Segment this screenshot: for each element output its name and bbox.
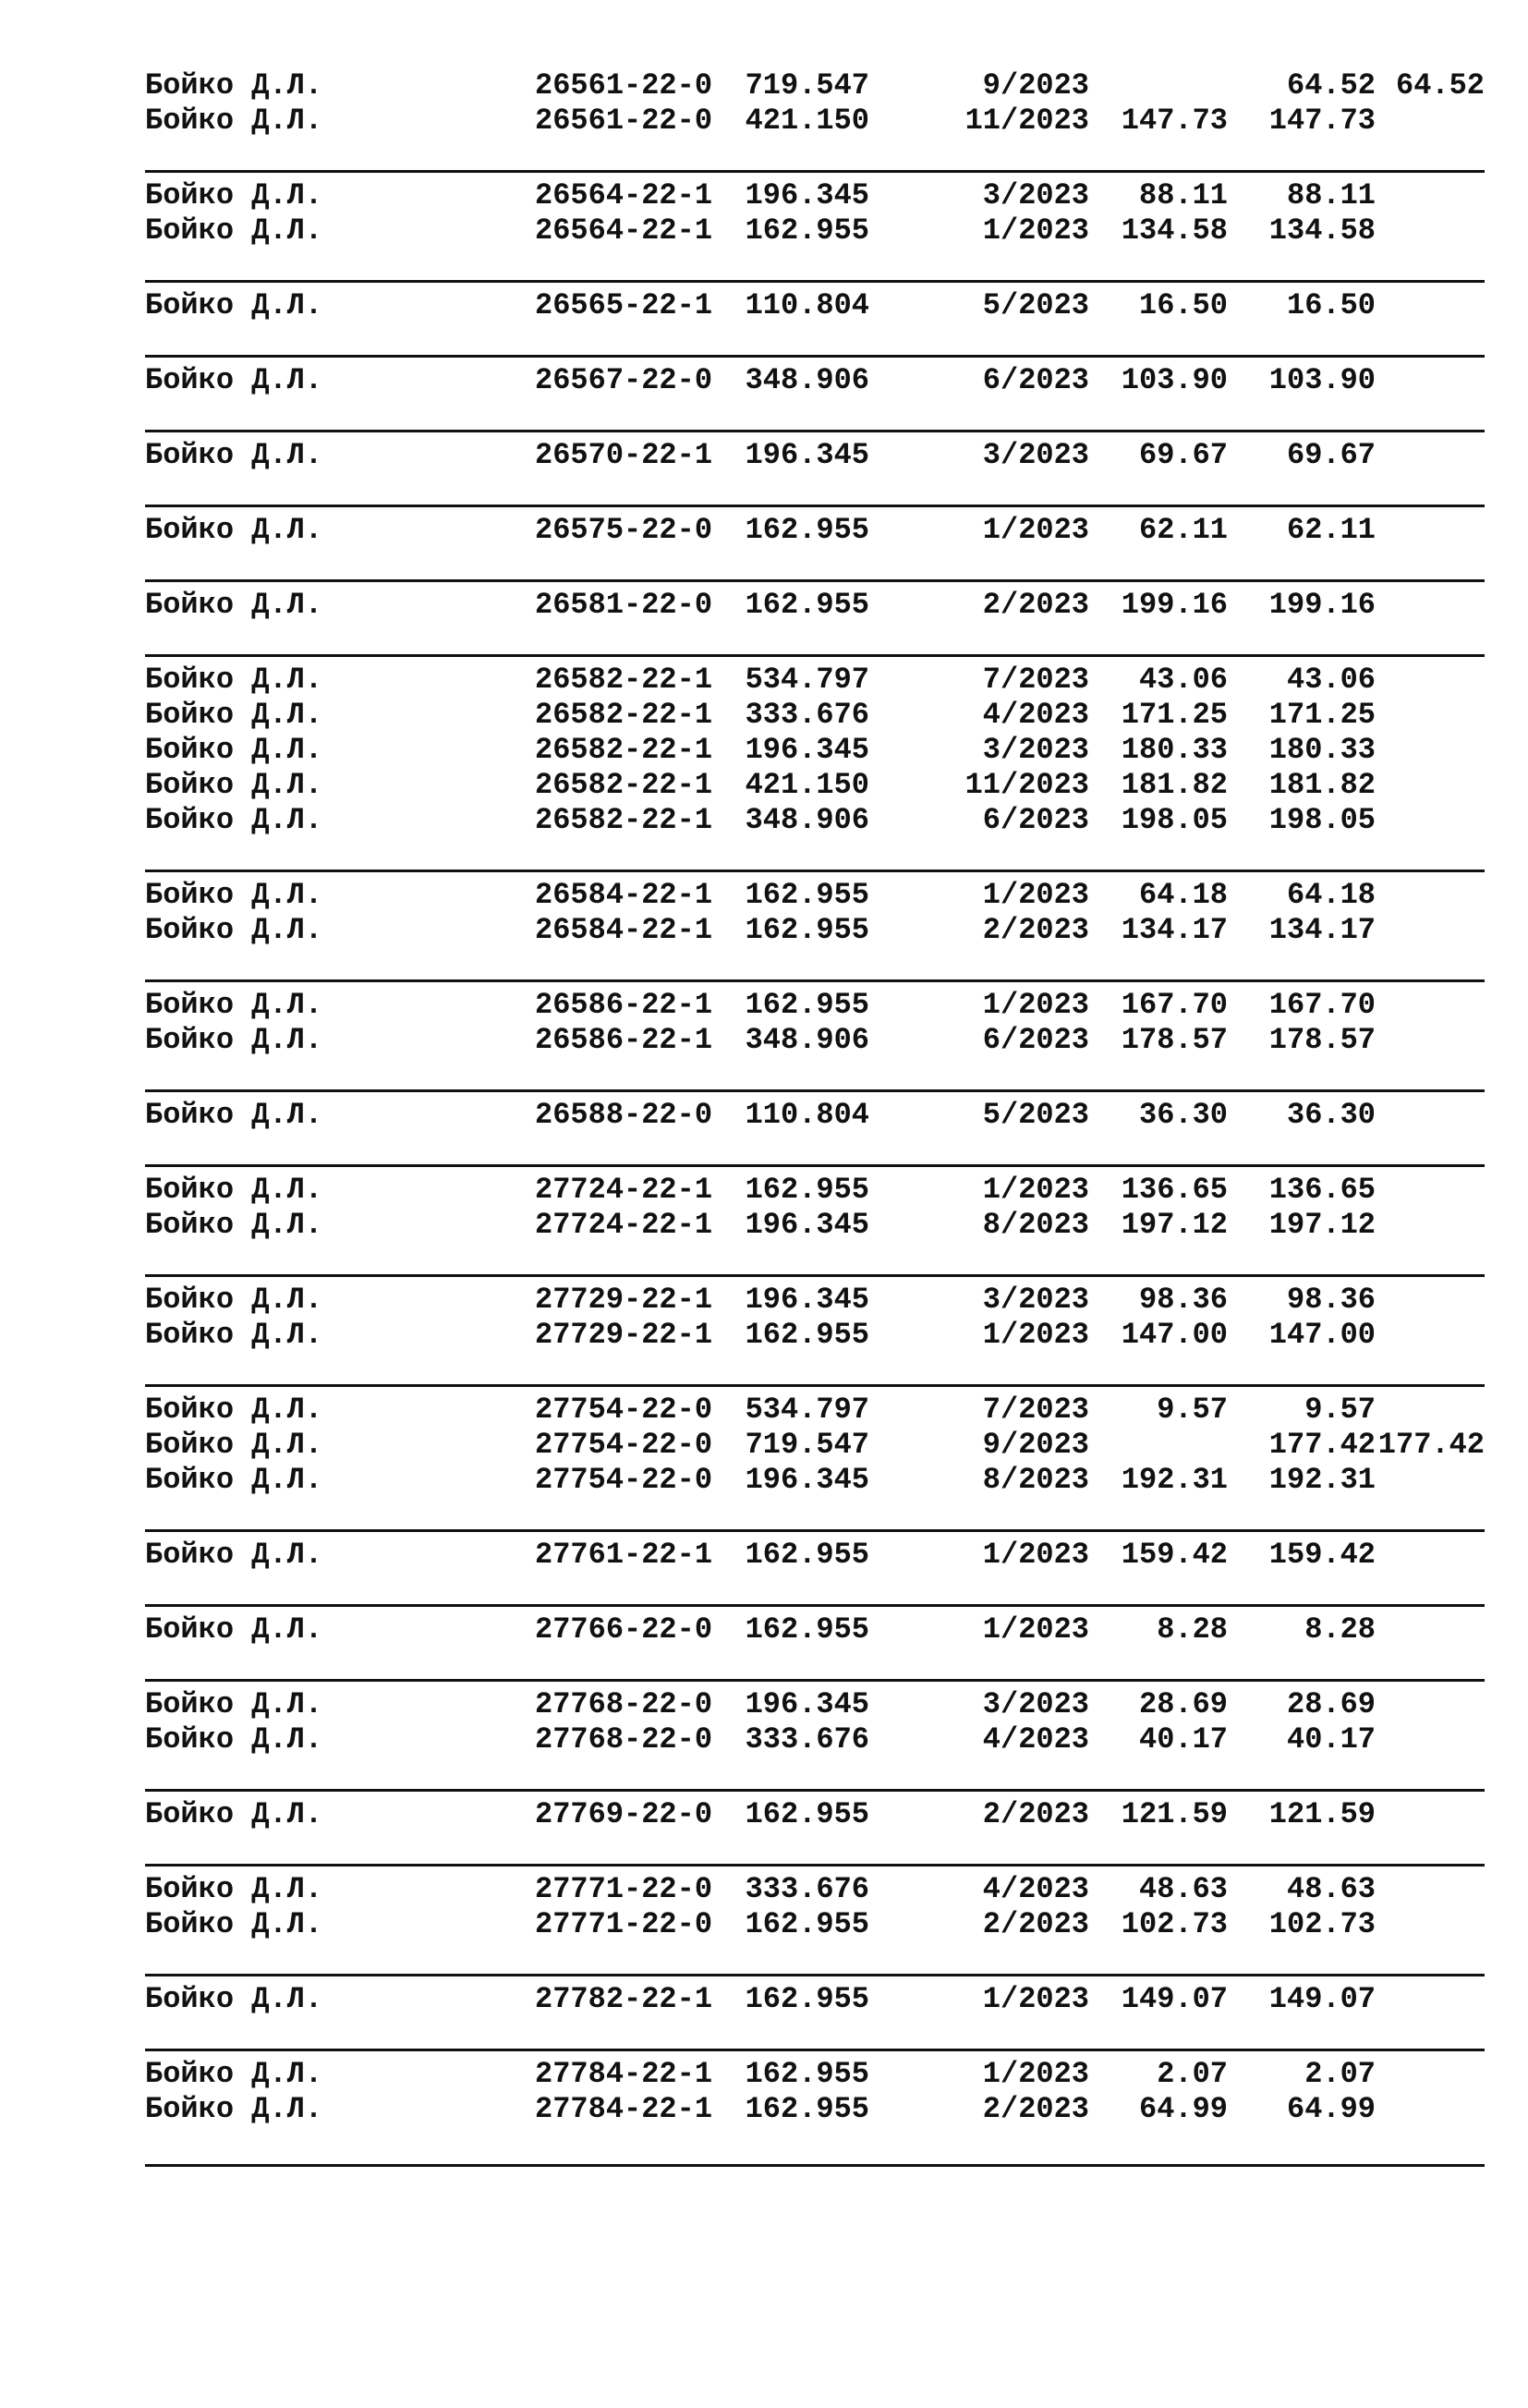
period: 4/2023	[982, 1722, 1089, 1757]
account-number: 26567-22-0	[535, 363, 713, 397]
person-name: Бойко Д.Л.	[145, 1982, 323, 2016]
record-group	[145, 1173, 1485, 1243]
amount-1: 64.99	[1138, 2092, 1228, 2126]
rate-value: 162.955	[745, 1982, 869, 2016]
period: 1/2023	[982, 513, 1089, 547]
rate-value: 348.906	[745, 803, 869, 837]
rate-value: 162.955	[745, 1612, 869, 1647]
rate-value: 196.345	[745, 438, 869, 472]
account-number: 27784-22-1	[535, 2092, 713, 2126]
group-separator	[145, 323, 1485, 358]
period: 7/2023	[982, 663, 1089, 697]
record-group	[145, 513, 1485, 548]
table-row	[145, 1173, 1485, 1208]
amount-2: 88.11	[1286, 178, 1376, 213]
amount-2: 177.42	[1268, 1428, 1376, 1462]
period: 3/2023	[982, 178, 1089, 213]
rate-value: 196.345	[745, 1687, 869, 1721]
account-number: 26582-22-1	[535, 768, 713, 802]
account-number: 26581-22-0	[535, 588, 713, 622]
period: 4/2023	[982, 1872, 1089, 1906]
amount-2: 28.69	[1286, 1687, 1376, 1721]
table-row	[145, 663, 1485, 698]
rate-value: 196.345	[745, 733, 869, 767]
table-row	[145, 1283, 1485, 1318]
amount-1: 181.82	[1121, 768, 1228, 802]
account-number: 27769-22-0	[535, 1797, 713, 1831]
table-row	[145, 588, 1485, 623]
amount-1: 103.90	[1121, 363, 1228, 397]
table-row	[145, 363, 1485, 398]
period: 8/2023	[982, 1208, 1089, 1242]
account-number: 26561-22-0	[535, 103, 713, 138]
amount-2: 192.31	[1268, 1463, 1376, 1497]
group-separator	[145, 948, 1485, 982]
person-name: Бойко Д.Л.	[145, 1393, 323, 1427]
amount-1: 64.18	[1138, 878, 1228, 912]
amount-1: 134.17	[1121, 913, 1228, 947]
record-group	[145, 68, 1485, 139]
amount-1: 88.11	[1138, 178, 1228, 213]
table-row	[145, 1098, 1485, 1133]
record-group	[145, 288, 1485, 323]
table-row	[145, 103, 1485, 139]
period: 3/2023	[982, 438, 1089, 472]
rate-value: 421.150	[745, 103, 869, 138]
account-number: 26584-22-1	[535, 878, 713, 912]
amount-2: 102.73	[1268, 1907, 1376, 1941]
period: 1/2023	[982, 1173, 1089, 1207]
record-group	[145, 2057, 1485, 2127]
table-row	[145, 1428, 1485, 1463]
record-group	[145, 1612, 1485, 1648]
amount-1: 8.28	[1157, 1612, 1228, 1647]
account-number: 27724-22-1	[535, 1208, 713, 1242]
person-name: Бойко Д.Л.	[145, 588, 323, 622]
table-row	[145, 2057, 1485, 2092]
group-separator	[145, 1243, 1485, 1277]
group-separator	[145, 1133, 1485, 1167]
account-number: 26586-22-1	[535, 988, 713, 1022]
amount-2: 103.90	[1268, 363, 1376, 397]
account-number: 26588-22-0	[535, 1098, 713, 1132]
rate-value: 162.955	[745, 213, 869, 248]
amount-1: 28.69	[1138, 1687, 1228, 1721]
group-separator	[145, 623, 1485, 657]
rate-value: 333.676	[745, 1722, 869, 1757]
table-row	[145, 438, 1485, 473]
period: 2/2023	[982, 1907, 1089, 1941]
person-name: Бойко Д.Л.	[145, 1318, 323, 1352]
rate-value: 162.955	[745, 988, 869, 1022]
group-separator	[145, 838, 1485, 872]
period: 4/2023	[982, 698, 1089, 732]
amount-2: 36.30	[1286, 1098, 1376, 1132]
person-name: Бойко Д.Л.	[145, 663, 323, 697]
period: 6/2023	[982, 803, 1089, 837]
account-number: 27761-22-1	[535, 1538, 713, 1572]
period: 11/2023	[964, 103, 1089, 138]
amount-1: 40.17	[1138, 1722, 1228, 1757]
amount-1: 121.59	[1121, 1797, 1228, 1831]
amount-2: 2.07	[1304, 2057, 1376, 2091]
rate-value: 162.955	[745, 2057, 869, 2091]
group-separator	[145, 2017, 1485, 2051]
table-row	[145, 1023, 1485, 1058]
record-group	[145, 1538, 1485, 1573]
amount-2: 134.58	[1268, 213, 1376, 248]
group-separator	[145, 1353, 1485, 1387]
record-group	[145, 1982, 1485, 2017]
period: 3/2023	[982, 733, 1089, 767]
period: 2/2023	[982, 588, 1089, 622]
amount-2: 159.42	[1268, 1538, 1376, 1572]
account-number: 26564-22-1	[535, 213, 713, 248]
record-group	[145, 588, 1485, 623]
period: 2/2023	[982, 2092, 1089, 2126]
table-row	[145, 513, 1485, 548]
amount-1: 102.73	[1121, 1907, 1228, 1941]
person-name: Бойко Д.Л.	[145, 513, 323, 547]
rate-value: 196.345	[745, 178, 869, 213]
amount-1: 199.16	[1121, 588, 1228, 622]
amount-2: 9.57	[1304, 1393, 1376, 1427]
person-name: Бойко Д.Л.	[145, 2092, 323, 2126]
amount-1: 147.00	[1121, 1318, 1228, 1352]
record-group	[145, 1098, 1485, 1133]
report-table	[145, 68, 1485, 2172]
rate-value: 196.345	[745, 1283, 869, 1317]
amount-1: 159.42	[1121, 1538, 1228, 1572]
rate-value: 162.955	[745, 1907, 869, 1941]
account-number: 26582-22-1	[535, 663, 713, 697]
account-number: 26584-22-1	[535, 913, 713, 947]
table-row	[145, 878, 1485, 913]
amount-2: 98.36	[1286, 1283, 1376, 1317]
amount-1: 147.73	[1121, 103, 1228, 138]
table-row	[145, 913, 1485, 948]
person-name: Бойко Д.Л.	[145, 1907, 323, 1941]
amount-2: 62.11	[1286, 513, 1376, 547]
period: 2/2023	[982, 1797, 1089, 1831]
person-name: Бойко Д.Л.	[145, 1098, 323, 1132]
table-row	[145, 1612, 1485, 1648]
rate-value: 110.804	[745, 288, 869, 322]
table-row	[145, 1538, 1485, 1573]
period: 5/2023	[982, 1098, 1089, 1132]
person-name: Бойко Д.Л.	[145, 1797, 323, 1831]
group-separator	[145, 249, 1485, 283]
person-name: Бойко Д.Л.	[145, 1208, 323, 1242]
amount-1: 48.63	[1138, 1872, 1228, 1906]
account-number: 27766-22-0	[535, 1612, 713, 1647]
account-number: 27729-22-1	[535, 1318, 713, 1352]
group-separator	[145, 548, 1485, 582]
amount-2: 147.73	[1268, 103, 1376, 138]
table-row	[145, 2092, 1485, 2127]
group-separator	[145, 1757, 1485, 1792]
rate-value: 162.955	[745, 913, 869, 947]
rate-value: 333.676	[745, 698, 869, 732]
group-separator	[145, 139, 1485, 173]
amount-2: 149.07	[1268, 1982, 1376, 2016]
period: 2/2023	[982, 913, 1089, 947]
table-row	[145, 803, 1485, 838]
amount-1: 43.06	[1138, 663, 1228, 697]
group-separator	[145, 1058, 1485, 1092]
table-row	[145, 213, 1485, 249]
account-number: 27754-22-0	[535, 1428, 713, 1462]
amount-2: 199.16	[1268, 588, 1376, 622]
amount-1: 69.67	[1138, 438, 1228, 472]
table-row	[145, 1393, 1485, 1428]
account-number: 27771-22-0	[535, 1907, 713, 1941]
person-name: Бойко Д.Л.	[145, 213, 323, 248]
person-name: Бойко Д.Л.	[145, 768, 323, 802]
amount-1: 171.25	[1121, 698, 1228, 732]
account-number: 26565-22-1	[535, 288, 713, 322]
account-number: 27729-22-1	[535, 1283, 713, 1317]
rate-value: 719.547	[745, 68, 869, 103]
rate-value: 196.345	[745, 1208, 869, 1242]
record-group	[145, 1797, 1485, 1832]
person-name: Бойко Д.Л.	[145, 698, 323, 732]
amount-3: 64.52	[1395, 68, 1485, 103]
person-name: Бойко Д.Л.	[145, 1283, 323, 1317]
period: 6/2023	[982, 1023, 1089, 1057]
rate-value: 196.345	[745, 1463, 869, 1497]
person-name: Бойко Д.Л.	[145, 178, 323, 213]
person-name: Бойко Д.Л.	[145, 1872, 323, 1906]
table-row	[145, 698, 1485, 733]
amount-2: 48.63	[1286, 1872, 1376, 1906]
rate-value: 110.804	[745, 1098, 869, 1132]
rate-value: 162.955	[745, 878, 869, 912]
record-group	[145, 178, 1485, 249]
group-separator	[145, 398, 1485, 432]
amount-1: 149.07	[1121, 1982, 1228, 2016]
group-separator	[145, 473, 1485, 507]
amount-1: 98.36	[1138, 1283, 1228, 1317]
period: 1/2023	[982, 878, 1089, 912]
rate-value: 162.955	[745, 513, 869, 547]
amount-2: 136.65	[1268, 1173, 1376, 1207]
rate-value: 534.797	[745, 1393, 869, 1427]
rate-value: 162.955	[745, 1318, 869, 1352]
group-separator	[145, 1573, 1485, 1607]
period: 1/2023	[982, 988, 1089, 1022]
amount-1: 167.70	[1121, 988, 1228, 1022]
amount-2: 121.59	[1268, 1797, 1376, 1831]
person-name: Бойко Д.Л.	[145, 1463, 323, 1497]
account-number: 26570-22-1	[535, 438, 713, 472]
account-number: 27724-22-1	[535, 1173, 713, 1207]
person-name: Бойко Д.Л.	[145, 288, 323, 322]
account-number: 27754-22-0	[535, 1393, 713, 1427]
table-row	[145, 178, 1485, 213]
rate-value: 333.676	[745, 1872, 869, 1906]
amount-2: 167.70	[1268, 988, 1376, 1022]
period: 1/2023	[982, 213, 1089, 248]
record-group	[145, 1393, 1485, 1498]
table-row	[145, 1208, 1485, 1243]
table-row	[145, 1318, 1485, 1353]
amount-1: 16.50	[1138, 288, 1228, 322]
record-group	[145, 988, 1485, 1058]
person-name: Бойко Д.Л.	[145, 1428, 323, 1462]
rate-value: 162.955	[745, 1173, 869, 1207]
person-name: Бойко Д.Л.	[145, 1722, 323, 1757]
period: 1/2023	[982, 1538, 1089, 1572]
rate-value: 162.955	[745, 1538, 869, 1572]
record-group	[145, 663, 1485, 838]
record-group	[145, 1872, 1485, 1942]
person-name: Бойко Д.Л.	[145, 878, 323, 912]
period: 9/2023	[982, 68, 1089, 103]
person-name: Бойко Д.Л.	[145, 803, 323, 837]
table-row	[145, 768, 1485, 803]
rate-value: 162.955	[745, 588, 869, 622]
amount-3: 177.42	[1377, 1428, 1485, 1462]
record-group	[145, 1283, 1485, 1353]
period: 3/2023	[982, 1687, 1089, 1721]
record-group	[145, 363, 1485, 398]
period: 1/2023	[982, 1612, 1089, 1647]
person-name: Бойко Д.Л.	[145, 1612, 323, 1647]
person-name: Бойко Д.Л.	[145, 438, 323, 472]
amount-2: 64.52	[1286, 68, 1376, 103]
person-name: Бойко Д.Л.	[145, 103, 323, 138]
amount-1: 136.65	[1121, 1173, 1228, 1207]
account-number: 26561-22-0	[535, 68, 713, 103]
period: 11/2023	[964, 768, 1089, 802]
amount-2: 69.67	[1286, 438, 1376, 472]
amount-1: 36.30	[1138, 1098, 1228, 1132]
rate-value: 348.906	[745, 1023, 869, 1057]
amount-2: 181.82	[1268, 768, 1376, 802]
person-name: Бойко Д.Л.	[145, 1687, 323, 1721]
amount-2: 197.12	[1268, 1208, 1376, 1242]
person-name: Бойко Д.Л.	[145, 363, 323, 397]
amount-2: 64.18	[1286, 878, 1376, 912]
amount-1: 2.07	[1157, 2057, 1228, 2091]
period: 9/2023	[982, 1428, 1089, 1462]
person-name: Бойко Д.Л.	[145, 1173, 323, 1207]
group-separator	[145, 1648, 1485, 1682]
amount-2: 134.17	[1268, 913, 1376, 947]
account-number: 26586-22-1	[535, 1023, 713, 1057]
amount-2: 40.17	[1286, 1722, 1376, 1757]
period: 7/2023	[982, 1393, 1089, 1427]
amount-2: 8.28	[1304, 1612, 1376, 1647]
record-group	[145, 878, 1485, 948]
person-name: Бойко Д.Л.	[145, 913, 323, 947]
account-number: 27771-22-0	[535, 1872, 713, 1906]
table-row	[145, 1907, 1485, 1942]
period: 1/2023	[982, 2057, 1089, 2091]
person-name: Бойко Д.Л.	[145, 733, 323, 767]
amount-2: 171.25	[1268, 698, 1376, 732]
rate-value: 719.547	[745, 1428, 869, 1462]
amount-1: 134.58	[1121, 213, 1228, 248]
group-separator	[145, 1832, 1485, 1867]
account-number: 27768-22-0	[535, 1687, 713, 1721]
table-row	[145, 1797, 1485, 1832]
account-number: 26582-22-1	[535, 698, 713, 732]
period: 6/2023	[982, 363, 1089, 397]
amount-1: 62.11	[1138, 513, 1228, 547]
person-name: Бойко Д.Л.	[145, 2057, 323, 2091]
account-number: 27782-22-1	[535, 1982, 713, 2016]
amount-2: 198.05	[1268, 803, 1376, 837]
record-group	[145, 438, 1485, 473]
table-row	[145, 733, 1485, 768]
period: 3/2023	[982, 1283, 1089, 1317]
amount-2: 180.33	[1268, 733, 1376, 767]
table-row	[145, 1872, 1485, 1907]
rate-value: 348.906	[745, 363, 869, 397]
account-number: 26582-22-1	[535, 803, 713, 837]
table-row	[145, 1687, 1485, 1722]
account-number: 27784-22-1	[535, 2057, 713, 2091]
amount-2: 43.06	[1286, 663, 1376, 697]
rate-value: 421.150	[745, 768, 869, 802]
table-row	[145, 68, 1485, 103]
table-row	[145, 1982, 1485, 2017]
account-number: 27754-22-0	[535, 1463, 713, 1497]
record-group	[145, 1687, 1485, 1757]
rate-value: 162.955	[745, 2092, 869, 2126]
amount-1: 198.05	[1121, 803, 1228, 837]
table-row	[145, 1463, 1485, 1498]
period: 5/2023	[982, 288, 1089, 322]
period: 1/2023	[982, 1982, 1089, 2016]
amount-2: 178.57	[1268, 1023, 1376, 1057]
amount-1: 197.12	[1121, 1208, 1228, 1242]
table-row	[145, 1722, 1485, 1757]
account-number: 26582-22-1	[535, 733, 713, 767]
table-row	[145, 988, 1485, 1023]
rate-value: 534.797	[745, 663, 869, 697]
amount-1: 192.31	[1121, 1463, 1228, 1497]
person-name: Бойко Д.Л.	[145, 68, 323, 103]
amount-2: 64.99	[1286, 2092, 1376, 2126]
person-name: Бойко Д.Л.	[145, 988, 323, 1022]
table-row	[145, 288, 1485, 323]
account-number: 27768-22-0	[535, 1722, 713, 1757]
group-separator	[145, 1942, 1485, 1976]
amount-1: 180.33	[1121, 733, 1228, 767]
period: 1/2023	[982, 1318, 1089, 1352]
amount-1: 178.57	[1121, 1023, 1228, 1057]
person-name: Бойко Д.Л.	[145, 1538, 323, 1572]
rate-value: 162.955	[745, 1797, 869, 1831]
group-separator	[145, 1498, 1485, 1532]
period: 8/2023	[982, 1463, 1089, 1497]
amount-1: 9.57	[1157, 1393, 1228, 1427]
person-name: Бойко Д.Л.	[145, 1023, 323, 1057]
account-number: 26575-22-0	[535, 513, 713, 547]
account-number: 26564-22-1	[535, 178, 713, 213]
amount-2: 147.00	[1268, 1318, 1376, 1352]
amount-2: 16.50	[1286, 288, 1376, 322]
